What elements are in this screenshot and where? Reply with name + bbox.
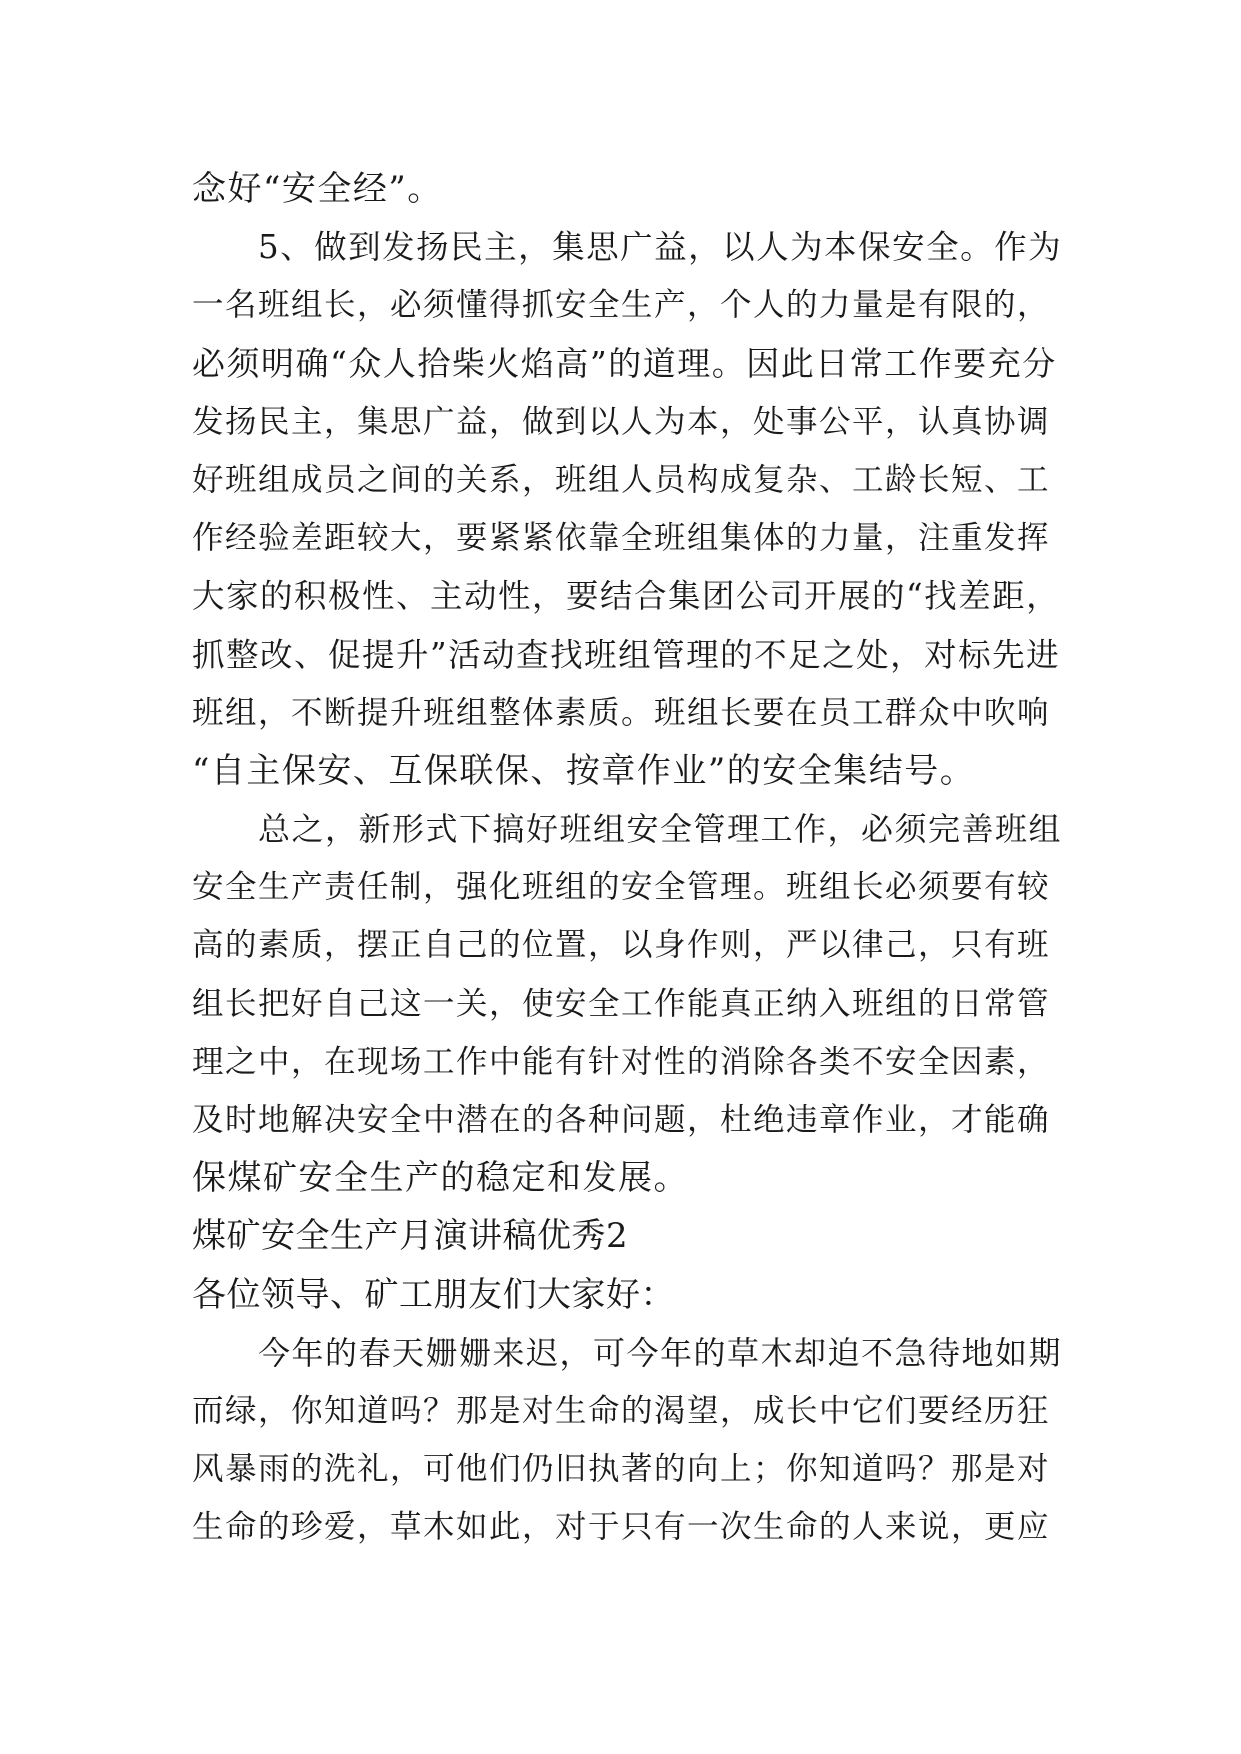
text-line: 发扬民主，集思广益，做到以人为本，处事公平，认真协调 [192, 403, 1051, 440]
text-line: 保煤矿安全生产的稳定和发展。 [192, 1158, 689, 1199]
document-body [192, 160, 1062, 1557]
text-line: 5、做到发扬民主，集思广益，以人为本保安全。作为 [258, 228, 1063, 267]
text-line: 组长把好自己这一关，使安全工作能真正纳入班组的日常管 [192, 985, 1051, 1022]
text-line: 好班组成员之间的关系，班组人员构成复杂、工龄长短、工 [192, 461, 1051, 498]
text-line: 风暴雨的洗礼，可他们仍旧执著的向上；你知道吗？那是对 [192, 1451, 1051, 1488]
text-line: 班组，不断提升班组整体素质。班组长要在员工群众中吹响 [192, 694, 1051, 731]
text-line: 一名班组长，必须懂得抓安全生产，个人的力量是有限的， [192, 287, 1051, 324]
text-line: “自主保安、互保联保、按章作业”的安全集结号。 [192, 750, 976, 791]
text-line: 今年的春天姗姗来迟，可今年的草木却迫不急待地如期 [258, 1333, 1063, 1372]
text-line: 总之，新形式下搞好班组安全管理工作，必须完善班组 [258, 810, 1063, 849]
text-line: 必须明确“众人拾柴火焰高”的道理。因此日常工作要充分 [192, 343, 1057, 383]
text-line: 各位领导、矿工朋友们大家好： [192, 1274, 675, 1315]
text-line: 抓整改、促提升”活动查找班组管理的不足之处，对标先进 [192, 635, 1061, 674]
text-line: 生命的珍爱，草木如此，对于只有一次生命的人来说，更应 [192, 1509, 1051, 1546]
text-line: 理之中，在现场工作中能有针对性的消除各类不安全因素， [192, 1043, 1051, 1080]
text-line: 高的素质，摆正自己的位置，以身作则，严以律己，只有班 [192, 927, 1051, 964]
text-line: 安全生产责任制，强化班组的安全管理。班组长必须要有较 [192, 869, 1051, 906]
text-line: 大家的积极性、主动性，要结合集团公司开展的“找差距， [192, 577, 1061, 616]
text-line: 及时地解决安全中潜在的各种问题，杜绝违章作业，才能确 [192, 1102, 1051, 1138]
text-line: 作经验差距较大，要紧紧依靠全班组集体的力量，注重发挥 [192, 520, 1051, 557]
text-line: 念好“安全经”。 [192, 169, 443, 209]
text-line: 煤矿安全生产月演讲稿优秀2 [192, 1216, 629, 1257]
text-line: 而绿，你知道吗？那是对生命的渴望，成长中它们要经历狂 [192, 1392, 1051, 1429]
